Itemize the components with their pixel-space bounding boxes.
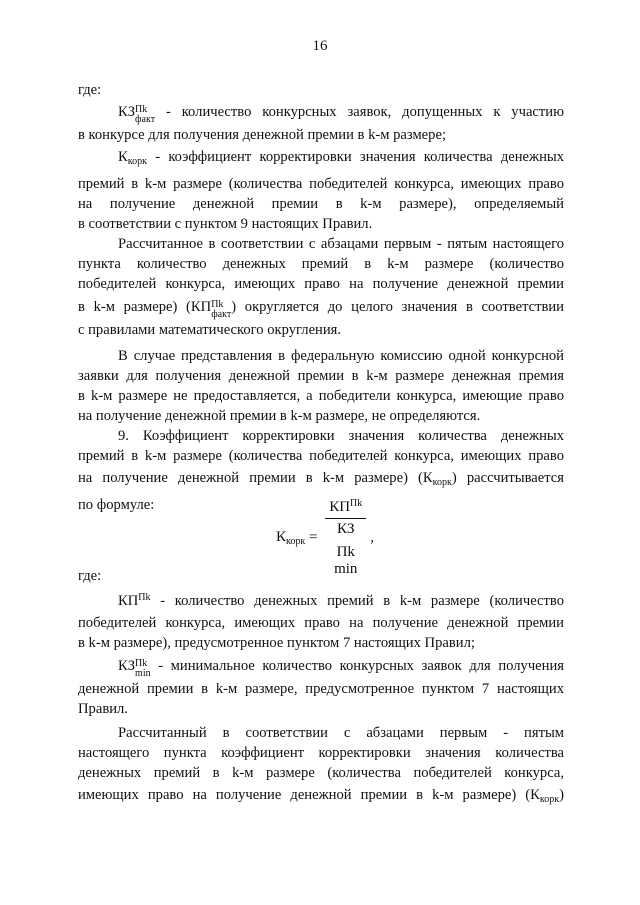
where-label-2: где: bbox=[78, 568, 102, 584]
definition-kp-line2: победителей конкурса, имеющих право на получение денежной премии bbox=[78, 615, 564, 631]
definition-k-kork-line3: на получение денежной премии в k-м размере), определяемый bbox=[78, 196, 564, 212]
kp-symbol: $КП^{Пk}$ bbox=[118, 592, 151, 609]
paragraph-4-line4: имеющих право на получение денежной премии в k-м размере) $(К_{корк})$ bbox=[78, 787, 564, 805]
definition-kz-fakt: КЗ Пk факт - количество конкурсных заявок, допущенных к участию bbox=[118, 104, 564, 125]
paragraph-1-line3: победителей конкурса, имеющих право на получение денежной премии bbox=[78, 276, 564, 292]
kp-fakt-symbol: КП Пk факт bbox=[190, 299, 232, 320]
formula-lhs: $К_{корк}$ bbox=[276, 529, 306, 548]
paragraph-1-line5: с правилами математического округления. bbox=[78, 322, 342, 338]
definition-kz-fakt-cont: в конкурсе для получения денежной премии в k-м размере; bbox=[78, 127, 446, 143]
paragraph-3-line4: по формуле: bbox=[78, 497, 155, 513]
paragraph-2-line3: в k-м размере не предоставляется, а победители конкурса, имеющие право bbox=[78, 388, 564, 404]
k-kork-inline-symbol: $К_{корк}$ bbox=[422, 470, 452, 488]
paragraph-4-line2: настоящего пункта коэффициент корректировки значения количества bbox=[78, 745, 564, 761]
definition-k-kork-line4: в соответствии с пунктом 9 настоящих Правил. bbox=[78, 216, 373, 232]
page-number: 16 bbox=[312, 38, 328, 54]
formula-comma: , bbox=[370, 529, 375, 546]
where-label: где: bbox=[78, 82, 102, 98]
paragraph-2-line2: заявки для получения денежной премии в k-м размере денежная премия bbox=[78, 368, 564, 384]
definition-kp-line3: в k-м размере), предусмотренное пунктом 7 настоящих Правил; bbox=[78, 635, 475, 651]
formula-numerator: $КП^{Пk}$ bbox=[325, 498, 366, 519]
kz-fakt-symbol: КЗ Пk факт bbox=[118, 104, 156, 125]
text-block-lower bbox=[78, 566, 564, 812]
paragraph-4-line3: денежных премий в k-м размере (количества победителей конкурса, bbox=[78, 765, 564, 781]
definition-k-kork: $К_{корк}$ - коэффициент корректировки значения количества денежных bbox=[118, 149, 564, 167]
paragraph-3-line2: премий в k-м размере (количества победителей конкурса, имеющих право bbox=[78, 448, 564, 464]
paragraph-1-line2: пункта количество денежных премий в k-м размере (количество bbox=[78, 256, 564, 272]
kz-min-symbol: КЗ Пk min bbox=[118, 658, 151, 679]
paragraph-3-line1: 9. Коэффициент корректировки значения количества денежных bbox=[118, 428, 564, 444]
paragraph-1-line4: в k-м размере) (КП Пk факт ) округляется до целого значения в соответствии bbox=[78, 299, 564, 320]
k-kork-symbol: $К_{корк}$ bbox=[118, 149, 147, 167]
definition-k-kork-line2: премий в k-м размере (количества победителей конкурса, имеющих право bbox=[78, 176, 564, 192]
k-kork-final-symbol: $К_{корк}$ bbox=[530, 787, 560, 805]
paragraph-1-line1: Рассчитанное в соответствии с абзацами первым - пятым настоящего bbox=[118, 236, 564, 252]
definition-kp: $КП^{Пk}$ - количество денежных премий в k-м размере (количество bbox=[118, 592, 564, 609]
paragraph-4-line1: Рассчитанный в соответствии с абзацами первым - пятым bbox=[118, 725, 564, 741]
definition-kz-min-line2: денежной премии в k-м размере, предусмотренное пунктом 7 настоящих bbox=[78, 681, 564, 697]
paragraph-3-line3: на получение денежной премии в k-м размере) $(К_{корк})$ рассчитывается bbox=[78, 470, 564, 488]
formula-equals: = bbox=[308, 529, 318, 546]
paragraph-2-line4: на получение денежной премии в k-м размере, не определяются. bbox=[78, 408, 481, 424]
definition-kz-min: КЗ Пk min - минимальное количество конкурсных заявок для получения bbox=[118, 658, 564, 679]
paragraph-2-line1: В случае представления в федеральную комиссию одной конкурсной bbox=[118, 348, 564, 364]
definition-kz-min-line3: Правил. bbox=[78, 701, 128, 717]
formula-denominator: КЗ Пk min bbox=[334, 521, 358, 577]
text-block-upper bbox=[78, 80, 564, 515]
